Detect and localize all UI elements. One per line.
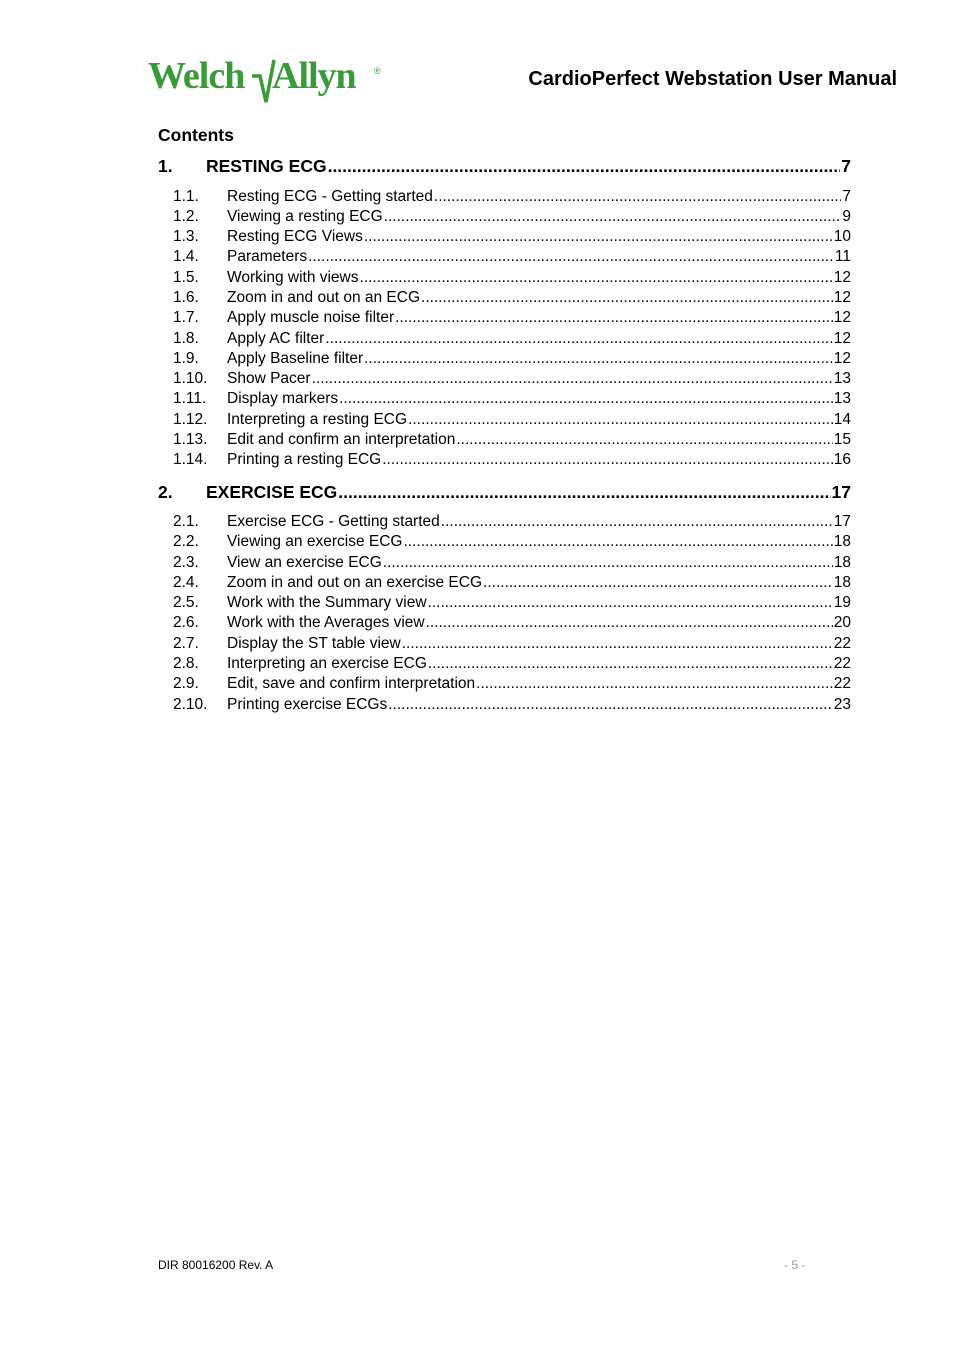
toc-entry[interactable] (173, 269, 851, 289)
dot-leader (456, 432, 832, 448)
section-number: 1. (158, 156, 173, 176)
toc-entry[interactable] (173, 390, 851, 410)
footer-page-number: - 5 - (784, 1258, 806, 1272)
entry-title: Resting ECG - Getting started (227, 188, 433, 205)
entry-number: 1.1. (173, 188, 199, 205)
entry-page: 12 (833, 269, 851, 286)
entry-page: 15 (833, 431, 851, 448)
entry-number: 1.9. (173, 350, 199, 367)
toc-entry[interactable] (173, 350, 851, 370)
entry-number: 2.8. (173, 655, 199, 672)
welch-allyn-logo (148, 52, 388, 110)
entry-number: 1.3. (173, 228, 199, 245)
entry-title: Resting ECG Views (227, 228, 363, 245)
entry-title: Interpreting an exercise ECG (227, 655, 427, 672)
toc-entry[interactable] (173, 188, 851, 208)
entry-page: 20 (833, 614, 851, 631)
toc-entry[interactable] (173, 431, 851, 451)
entry-page: 18 (833, 533, 851, 550)
entry-number: 2.9. (173, 675, 199, 692)
entry-title: Printing exercise ECGs (227, 696, 388, 713)
svg-text:®: ® (374, 66, 381, 76)
entry-number: 1.13. (173, 431, 208, 448)
section-page: 17 (831, 482, 851, 502)
dot-leader (441, 514, 833, 530)
section-page: 7 (841, 156, 851, 176)
svg-text:Welch: Welch (148, 55, 245, 97)
entry-page: 17 (833, 513, 851, 530)
dot-leader (395, 310, 833, 326)
entry-title: Exercise ECG - Getting started (227, 513, 440, 530)
toc-entry[interactable] (173, 655, 851, 675)
dot-leader (325, 331, 832, 347)
dot-leader (483, 575, 833, 591)
dot-leader (426, 615, 833, 631)
toc-entry[interactable] (173, 614, 851, 634)
dot-leader (384, 209, 842, 225)
dot-leader (364, 351, 833, 367)
entry-number: 1.8. (173, 330, 199, 347)
entry-page: 12 (833, 309, 851, 326)
entry-number: 1.7. (173, 309, 199, 326)
entry-number: 1.14. (173, 451, 208, 468)
dot-leader (338, 484, 830, 502)
entry-number: 2.10. (173, 696, 208, 713)
toc-entry[interactable] (173, 411, 851, 431)
entry-number: 1.12. (173, 411, 208, 428)
section-number: 2. (158, 482, 173, 502)
entry-number: 1.6. (173, 289, 199, 306)
entry-page: 14 (833, 411, 851, 428)
toc-entry[interactable] (173, 228, 851, 248)
dot-leader (403, 534, 832, 550)
toc-entry[interactable] (173, 594, 851, 614)
dot-leader (388, 697, 833, 713)
entry-title: Apply muscle noise filter (227, 309, 395, 326)
dot-leader (383, 555, 833, 571)
entry-number: 1.4. (173, 248, 199, 265)
entry-page: 12 (833, 350, 851, 367)
dot-leader (364, 229, 833, 245)
entry-title: Work with the Summary view (227, 594, 427, 611)
toc-section-1[interactable] (158, 156, 851, 178)
entry-page: 18 (833, 554, 851, 571)
entry-page: 12 (833, 330, 851, 347)
entry-page: 7 (842, 188, 851, 205)
entry-page: 11 (834, 248, 851, 265)
entry-title: Edit and confirm an interpretation (227, 431, 456, 448)
dot-leader (308, 249, 834, 265)
toc-entry[interactable] (173, 370, 851, 390)
dot-leader (428, 595, 833, 611)
entry-number: 2.5. (173, 594, 199, 611)
entry-title: Edit, save and confirm interpretation (227, 675, 476, 692)
toc-entry[interactable] (173, 574, 851, 594)
entry-title: Display the ST table view (227, 635, 401, 652)
toc-entry[interactable] (173, 675, 851, 695)
toc-entry[interactable] (173, 309, 851, 329)
dot-leader (434, 189, 841, 205)
entry-number: 1.10. (173, 370, 208, 387)
footer-doc-id: DIR 80016200 Rev. A (158, 1258, 274, 1272)
toc-entry[interactable] (173, 696, 851, 716)
entry-page: 10 (833, 228, 851, 245)
entry-title: Parameters (227, 248, 308, 265)
entry-title: Printing a resting ECG (227, 451, 382, 468)
dot-leader (328, 158, 841, 176)
entry-title: Apply Baseline filter (227, 350, 364, 367)
entry-page: 13 (833, 390, 851, 407)
entry-page: 22 (833, 655, 851, 672)
entry-page: 12 (833, 289, 851, 306)
dot-leader (476, 676, 833, 692)
dot-leader (312, 371, 833, 387)
entry-number: 1.11. (173, 390, 207, 407)
entry-title: Work with the Averages view (227, 614, 425, 631)
entry-number: 2.6. (173, 614, 199, 631)
toc-entry[interactable] (173, 289, 851, 309)
entry-page: 13 (833, 370, 851, 387)
toc-entry[interactable] (173, 208, 851, 228)
entry-title: Viewing a resting ECG (227, 208, 383, 225)
toc-entry[interactable] (173, 635, 851, 655)
entry-title: Show Pacer (227, 370, 311, 387)
dot-leader (421, 290, 833, 306)
dot-leader (382, 452, 833, 468)
contents-heading: Contents (158, 125, 234, 145)
dot-leader (408, 412, 833, 428)
section-title: EXERCISE ECG (206, 482, 338, 502)
entry-page: 23 (833, 696, 851, 713)
entry-title: Zoom in and out on an ECG (227, 289, 421, 306)
entry-title: Interpreting a resting ECG (227, 411, 408, 428)
entry-title: Display markers (227, 390, 339, 407)
svg-text:Allyn: Allyn (272, 55, 356, 97)
entry-title: Apply AC filter (227, 330, 325, 347)
entry-title: Viewing an exercise ECG (227, 533, 403, 550)
entry-number: 2.3. (173, 554, 199, 571)
toc-entry[interactable] (173, 248, 851, 268)
entry-title: Working with views (227, 269, 359, 286)
entry-page: 16 (833, 451, 851, 468)
entry-title: Zoom in and out on an exercise ECG (227, 574, 483, 591)
entry-number: 2.2. (173, 533, 199, 550)
document-title: CardioPerfect Webstation User Manual (528, 68, 897, 90)
dot-leader (360, 270, 833, 286)
entry-title: View an exercise ECG (227, 554, 382, 571)
entry-number: 1.2. (173, 208, 199, 225)
entry-page: 22 (833, 635, 851, 652)
toc-entry[interactable] (173, 554, 851, 574)
entry-number: 2.7. (173, 635, 199, 652)
toc-entry[interactable] (173, 533, 851, 553)
entry-page: 18 (833, 574, 851, 591)
toc-section-2[interactable] (158, 482, 851, 504)
entry-page: 22 (833, 675, 851, 692)
section-title: RESTING ECG (206, 156, 327, 176)
dot-leader (402, 636, 833, 652)
entry-number: 1.5. (173, 269, 199, 286)
toc-entry[interactable] (173, 513, 851, 533)
entry-number: 2.1. (173, 513, 199, 530)
dot-leader (428, 656, 833, 672)
entry-page: 9 (842, 208, 851, 225)
entry-page: 19 (833, 594, 851, 611)
entry-number: 2.4. (173, 574, 199, 591)
dot-leader (339, 391, 833, 407)
toc-entry[interactable] (173, 330, 851, 350)
toc-entry[interactable] (173, 451, 851, 471)
